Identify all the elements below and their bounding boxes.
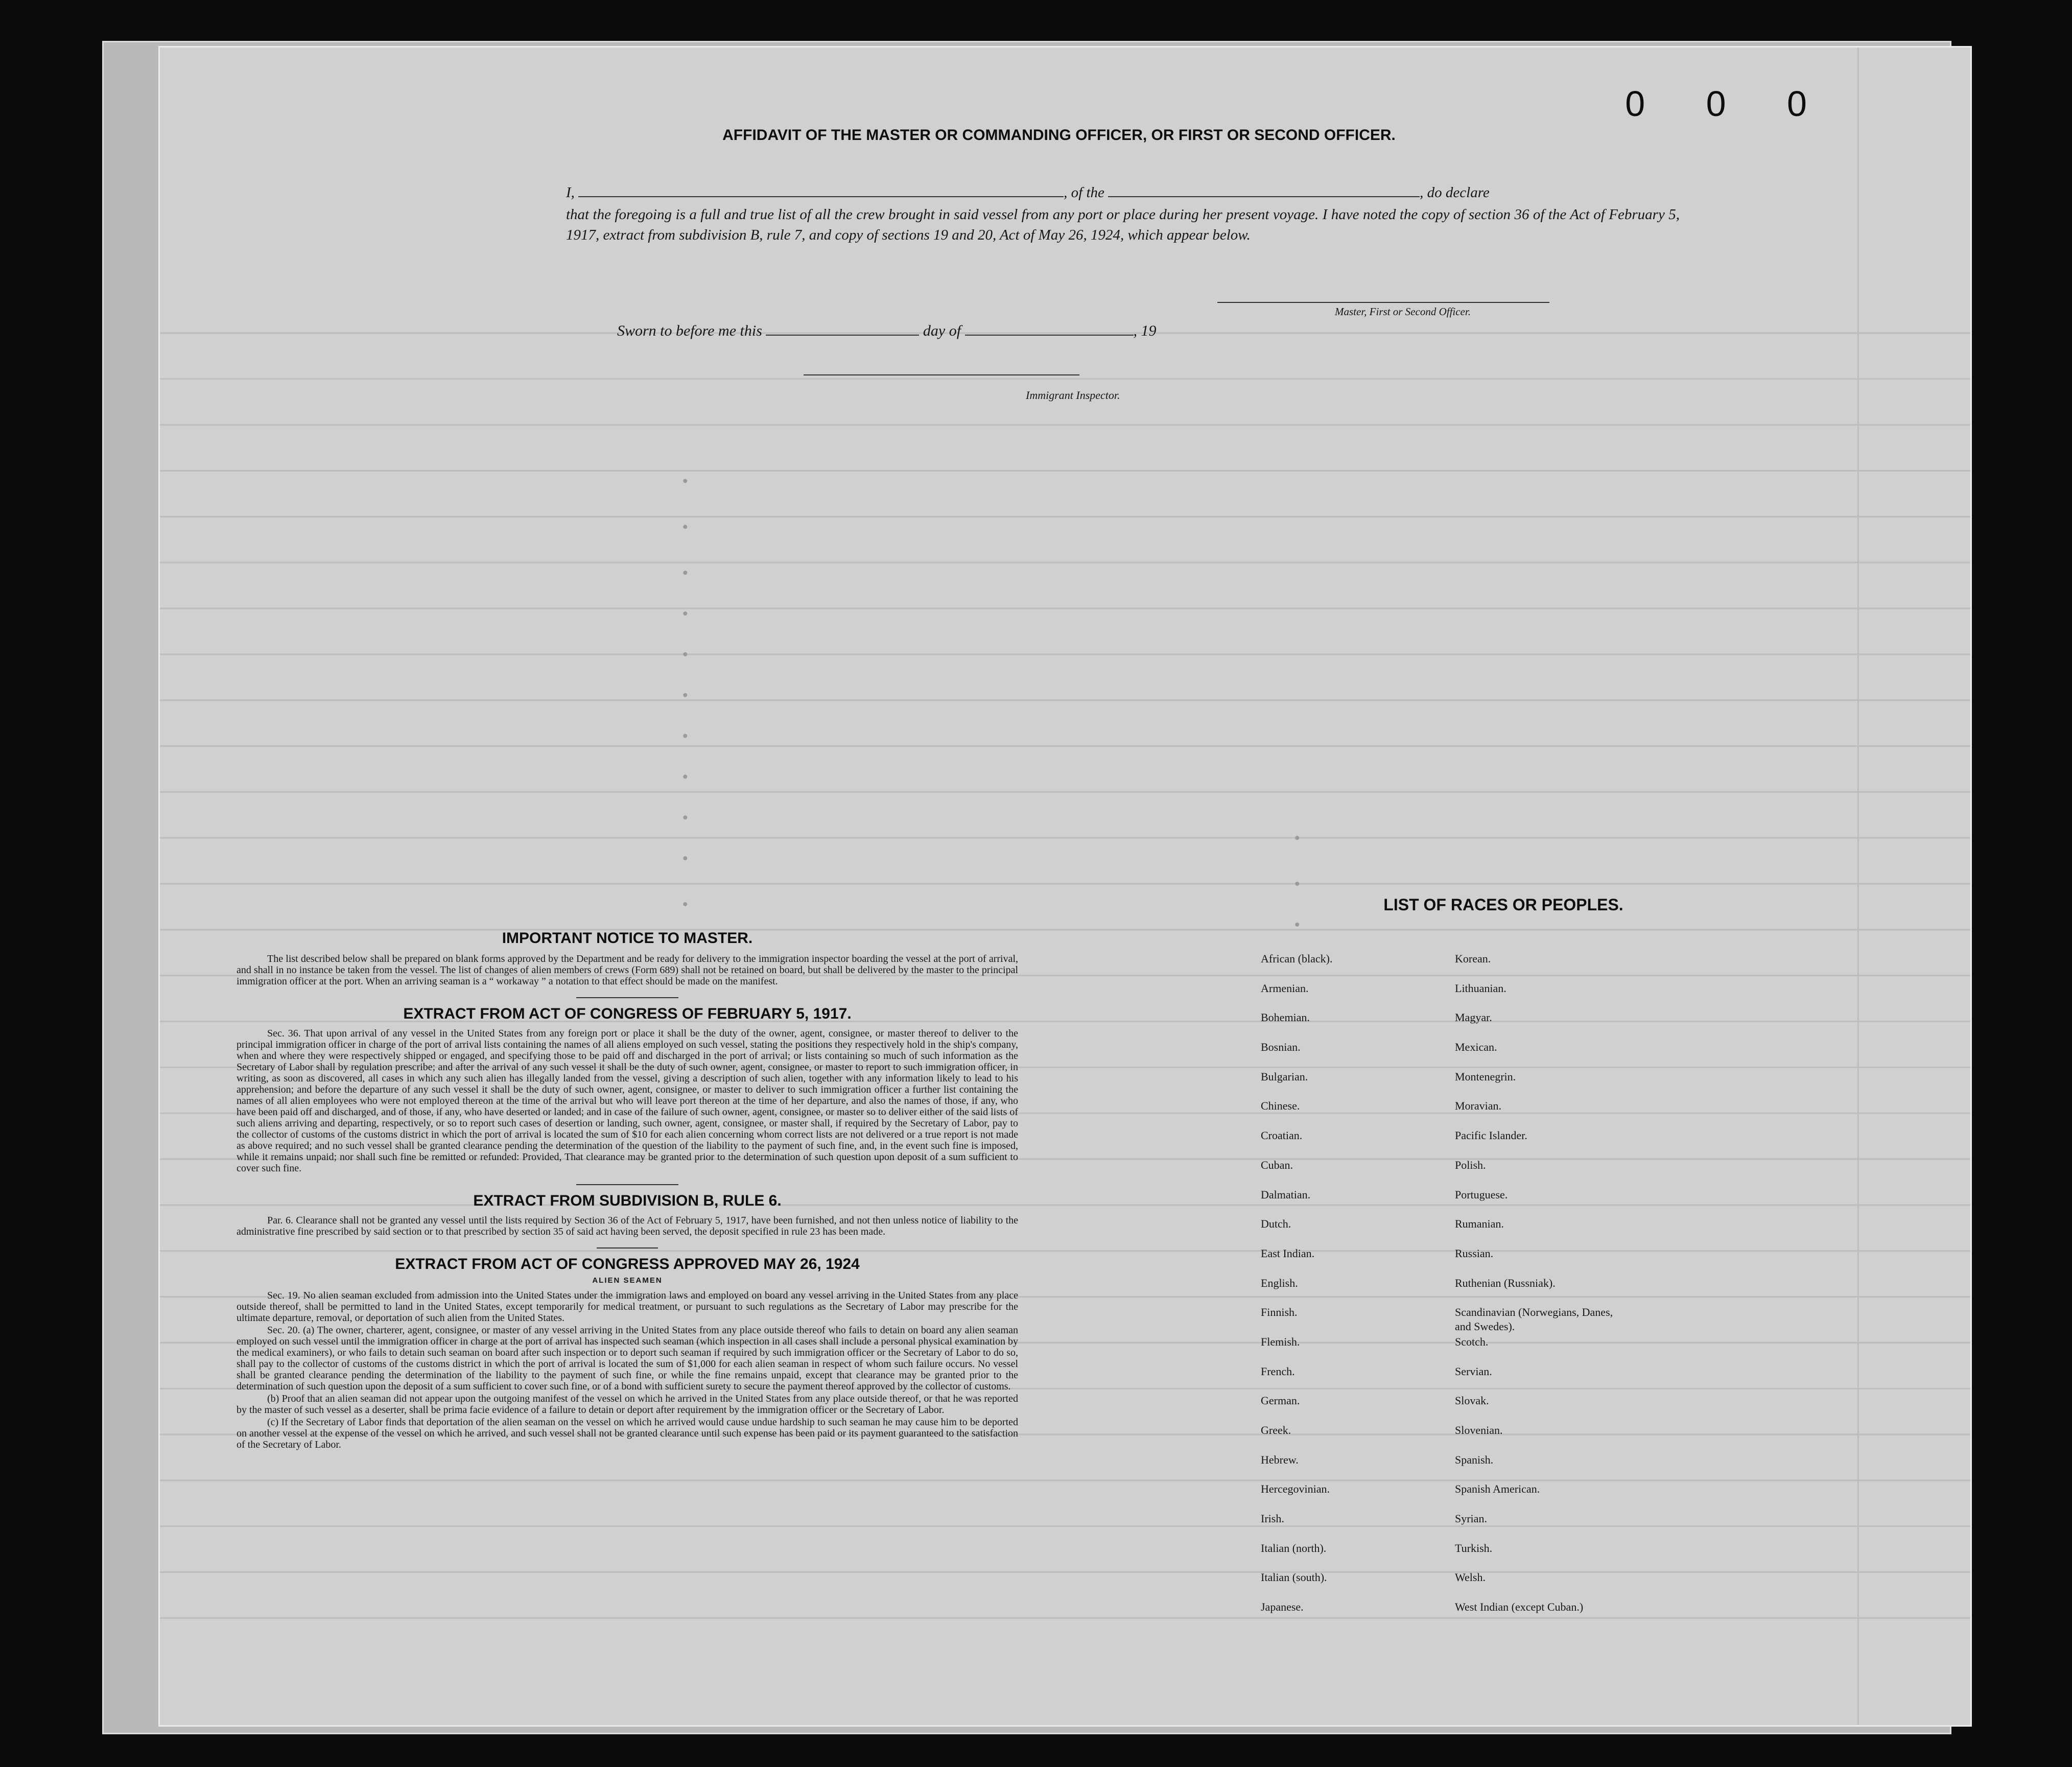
race-item: Korean. xyxy=(1455,952,1491,965)
race-item: Welsh. xyxy=(1455,1571,1486,1584)
extract-1924-sec20c: (c) If the Secretary of Labor finds that deportation of the alien seaman on the vessel on which he arrived would cause undue hardship to such seaman he may cause him to be deported on another vessel at the expense of the vessel on which he arrived, and such vessel shall not be granted clearance until such expense has been paid or its payment guaranteed to the satisfaction of the Secretary of Labor. xyxy=(237,1417,1018,1450)
race-item: Scotch. xyxy=(1455,1335,1489,1348)
extract-subdivision-title: EXTRACT FROM SUBDIVISION B, RULE 6. xyxy=(473,1192,782,1209)
extract-1924-sec20b: (b) Proof that an alien seaman did not appear upon the outgoing manifest of the vessel on which he arrived in the United States from any place outside thereof, or that he was reported by the master of such vessel as a deserter, shall be prima facie evidence of a failure to detain or deport after requirement by the immigration officer or the Secretary of Labor. xyxy=(237,1393,1018,1416)
race-item: Slovenian. xyxy=(1455,1424,1503,1436)
race-item: Dutch. xyxy=(1261,1217,1291,1231)
sworn-month-blank[interactable] xyxy=(965,335,1134,336)
race-item: French. xyxy=(1261,1364,1295,1378)
race-item: Mexican. xyxy=(1455,1041,1497,1054)
race-item: Montenegrin. xyxy=(1455,1070,1516,1083)
do-declare-label: , do declare xyxy=(1420,184,1490,201)
section-divider xyxy=(576,997,678,998)
race-item: Rumanian. xyxy=(1455,1217,1504,1231)
race-item: Hebrew. xyxy=(1261,1453,1299,1466)
officer-name-blank[interactable] xyxy=(578,196,1064,197)
race-item: Irish. xyxy=(1261,1512,1284,1525)
extract-1924-subtitle: ALIEN SEAMEN xyxy=(592,1276,663,1285)
race-item: Portuguese. xyxy=(1455,1188,1508,1201)
races-right-column xyxy=(1455,952,1649,1630)
extract-1924-title: EXTRACT FROM ACT OF CONGRESS APPROVED MAY 26, 1924 xyxy=(395,1256,860,1273)
notice-title: IMPORTANT NOTICE TO MASTER. xyxy=(502,930,753,947)
sworn-day-blank[interactable] xyxy=(766,335,919,336)
day-of-label: day of xyxy=(923,322,961,339)
races-title: LIST OF RACES OR PEOPLES. xyxy=(1383,896,1623,914)
manifest-page xyxy=(158,46,1972,1727)
page-number: 0 0 0 xyxy=(1625,84,1832,124)
race-item: Bosnian. xyxy=(1261,1041,1301,1054)
section-divider xyxy=(576,1184,678,1185)
of-the-label: , of the xyxy=(1064,184,1104,201)
race-item: Hercegovinian. xyxy=(1261,1482,1330,1496)
sworn-label: Sworn to before me this xyxy=(617,322,762,339)
race-item: Pacific Islander. xyxy=(1455,1129,1527,1142)
races-left-column xyxy=(1261,952,1455,1630)
notice-text: The list described below shall be prepared on blank forms approved by the Department and be ready for delivery to the immigration inspector boarding the vessel at the port of arrival, and shall in no instance be taken from the vessel. The list of changes of alien members of crews (Form 689) shall not be retained on board, but shall be delivered by the master to the principal immigration officer at the port. When an arriving seaman is a “ workaway ” a notation to that effect should be made on the manifest. xyxy=(237,953,1018,987)
sworn-line xyxy=(617,322,1332,340)
race-item: Finnish. xyxy=(1261,1306,1298,1319)
master-signature-line[interactable] xyxy=(1217,302,1549,303)
race-item: Slovak. xyxy=(1455,1394,1489,1407)
race-item: Bohemian. xyxy=(1261,1011,1310,1024)
year-label: , 19 xyxy=(1133,322,1157,339)
race-item: Bulgarian. xyxy=(1261,1070,1308,1083)
race-item: Syrian. xyxy=(1455,1512,1487,1525)
race-item: Flemish. xyxy=(1261,1335,1300,1348)
race-item: Magyar. xyxy=(1455,1011,1492,1024)
extract-1924-sec19: Sec. 19. No alien seaman excluded from admission into the United States under the immigration laws and employed on board any vessel arriving in the United States from any place outside thereof, shall be permitted to land in the United States, except temporarily for medical treatment, or pursuant to such regulations as the Secretary of Labor may prescribe for the ultimate departure, removal, or deportation of such alien from the United States. xyxy=(237,1290,1018,1324)
race-item: Dalmatian. xyxy=(1261,1188,1311,1201)
race-item: Polish. xyxy=(1455,1158,1486,1171)
race-item: Russian. xyxy=(1455,1246,1494,1260)
extract-1917-title: EXTRACT FROM ACT OF CONGRESS OF FEBRUARY 5, 1917. xyxy=(403,1005,852,1022)
race-item: East Indian. xyxy=(1261,1246,1315,1260)
race-item: Spanish. xyxy=(1455,1453,1494,1466)
race-item: German. xyxy=(1261,1394,1300,1407)
race-item: Chinese. xyxy=(1261,1099,1300,1113)
faint-ruled-grid xyxy=(160,48,1970,1725)
affidavit-declaration-line xyxy=(566,184,1680,201)
race-item: Scandinavian (Norwegians, Danes, and Swedes). xyxy=(1455,1306,1613,1333)
race-item: Cuban. xyxy=(1261,1158,1293,1171)
race-item: Armenian. xyxy=(1261,981,1309,995)
affidavit-title: AFFIDAVIT OF THE MASTER OR COMMANDING OFFICER, OR FIRST OR SECOND OFFICER. xyxy=(722,127,1396,144)
race-item: English. xyxy=(1261,1276,1298,1289)
race-item: Lithuanian. xyxy=(1455,981,1506,995)
vessel-name-blank[interactable] xyxy=(1108,196,1420,197)
inspector-caption: Immigrant Inspector. xyxy=(1026,389,1120,402)
race-item: Turkish. xyxy=(1455,1541,1493,1554)
race-item: West Indian (except Cuban.) xyxy=(1455,1600,1584,1614)
extract-subdivision-text: Par. 6. Clearance shall not be granted any vessel until the lists required by Section 36 of the Act of February 5, 1917, have been furnished, and not then unless notice of liability to the administrative fine prescribed by said section or to that prescribed by section 35 of said act having been served, the deposit specified in rule 23 has been made. xyxy=(237,1215,1018,1237)
race-item: Moravian. xyxy=(1455,1099,1502,1113)
race-item: Spanish American. xyxy=(1455,1482,1540,1496)
race-item: Servian. xyxy=(1455,1364,1492,1378)
race-item: Ruthenian (Russniak). xyxy=(1455,1276,1556,1289)
extract-1917-text: Sec. 36. That upon arrival of any vessel in the United States from any foreign port or place it shall be the duty of the owner, agent, consignee, or master thereof to deliver to the principal immigration officer in charge of the port of arrival lists containing the names of all aliens employed on such vessel, stating the positions they respectively hold in the ship's company, when and where they were respectively shipped or engaged, and specifying those to be paid off and discharged in the port of arrival; or lists containing so much of such information as the Secretary of Labor shall by regulation prescribe; and after the arrival of any such vessel it shall be the duty of such owner, agent, consignee, or master to report to such immigration officer, in writing, as soon as discovered, all cases in which any such alien has illegally landed from the vessel, giving a description of such alien, together with any information likely to lead to his apprehension; and before the departure of any such vessel it shall be the duty of such owner, agent, consignee, or master to deliver to such immigration officer a further list containing the names of all alien employees who were not employed thereon at the time of the arrival but who will leave port thereon at the time of her departure, and also the names of those, if any, who have been paid off and discharged, and of those, if any, who have deserted or landed; and in case of the failure of such owner, agent, consignee, or master so to deliver either of the said lists of such aliens arriving and departing, respectively, or so to report such cases of desertion or landing, such owner, agent, consignee, or master shall, if required by the Secretary of Labor, pay to the collector of customs of the customs district in which the port of arrival is located the sum of $10 for each alien concerning whom correct lists are not delivered or a true report is not made as above required; and no such vessel shall be granted clearance pending the determination of the question of the liability to the payment of such fine, and, in the event such fine is imposed, while it remains unpaid; nor shall such fine be remitted or refunded: Provided, That clearance may be granted prior to the determination of such question upon deposit of a sum sufficient to cover such fine. xyxy=(237,1028,1018,1174)
race-item: African (black). xyxy=(1261,952,1333,965)
race-item: Italian (south). xyxy=(1261,1571,1327,1584)
affidavit-body: that the foregoing is a full and true list of all the crew brought in said vessel from any port or place during her present voyage. I have noted the copy of section 36 of the Act of February 5, 1917, extract from subdivision B, rule 7, and copy of sections 19 and 20, Act of May 26, 1924, which appear below. xyxy=(566,206,1680,243)
legal-extracts-column xyxy=(237,930,1018,1451)
i-label: I, xyxy=(566,184,575,201)
race-item: Croatian. xyxy=(1261,1129,1303,1142)
extract-1924-sec20a: Sec. 20. (a) The owner, charterer, agent, consignee, or master of any vessel arriving in the United States from any place outside thereof who fails to detain on board any alien seaman employed on such vessel until the immigration officer in charge at the port of arrival has inspected such seaman (which inspection in all cases shall include a personal physical examination by the medical examiners), or who fails to detain such seaman on board after such inspection or to deport such seaman if required by such immigration officer or the Secretary of Labor to do so, shall pay to the collector of customs of the customs district in which the port of arrival is located the sum of $1,000 for each alien seaman in respect of whom such failure occurs. No vessel shall be granted clearance pending the determination of the liability to the payment of such fine, or while the fine remains unpaid, except that clearance may be granted prior to the determination of such question upon the deposit of a sum sufficient to cover such fine, or of a bond with sufficient surety to secure the payment thereof approved by the collector of customs. xyxy=(237,1325,1018,1392)
section-divider xyxy=(597,1247,658,1248)
inspector-signature-line[interactable] xyxy=(804,374,1079,375)
race-item: Japanese. xyxy=(1261,1600,1304,1614)
race-item: Greek. xyxy=(1261,1424,1291,1436)
master-signature-caption: Master, First or Second Officer. xyxy=(1335,305,1471,318)
race-item: Italian (north). xyxy=(1261,1541,1327,1554)
